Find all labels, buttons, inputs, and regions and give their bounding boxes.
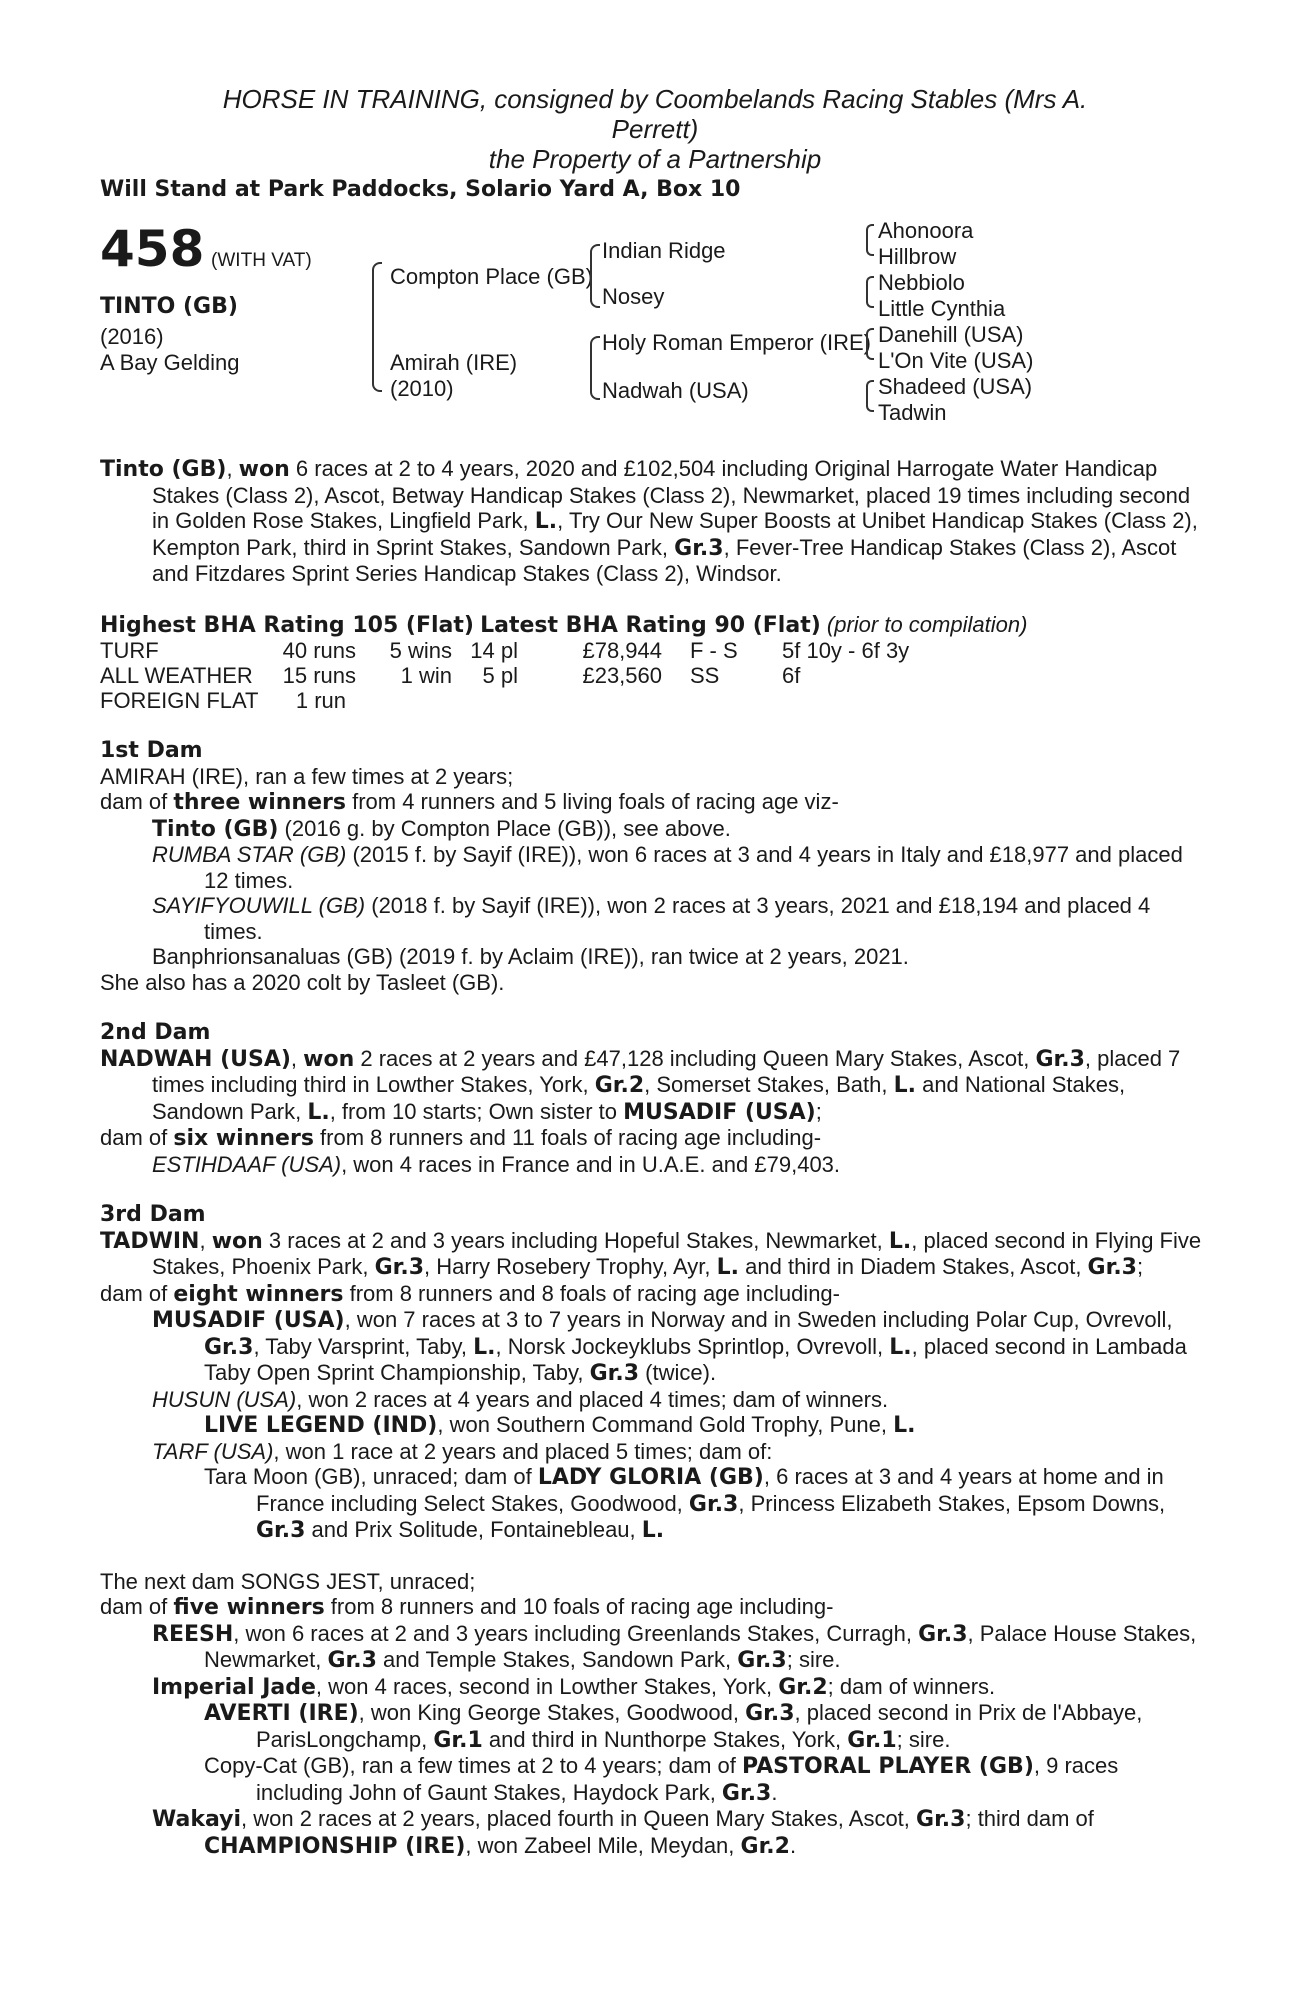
gp-7: Shadeed (USA) [878, 374, 1033, 399]
dam1-produce-line: dam of three winners from 4 runners and 5 living foals of racing age viz- [100, 789, 839, 815]
produce-item: RUMBA STAR (GB) (2015 f. by Sayif (IRE)), won 6 races at 3 and 4 years in Italy and £18,977 and placed 12 times. [152, 842, 1183, 893]
produce-item: TARF (USA), won 1 race at 2 years and placed 5 times; dam of: [152, 1438, 773, 1464]
table-row: ALL WEATHER 15 runs 1 win 5 pl £23,560 SS 6f [100, 663, 801, 688]
stand-location: Will Stand at Park Paddocks, Solario Yard A, Box 10 [100, 177, 741, 202]
next-dam-line: The next dam SONGS JEST, unraced; [100, 1568, 476, 1594]
header-line-3: the Property of a Partnership [488, 144, 822, 174]
lot-number-line [100, 220, 312, 278]
header-line-1: HORSE IN TRAINING, consigned by Coombelands Racing Stables (Mrs A. [222, 84, 1088, 114]
dam1-heading: 1st Dam [100, 738, 203, 763]
pedigree-block [100, 216, 1210, 456]
produce-item: Tara Moon (GB), unraced; dam of LADY GLORIA (GB), 6 races at 3 and 4 years at home and in France including Select Stakes, Goodwood, Gr.3, Princess Elizabeth Stakes, Epsom Downs, Gr.3 and Prix Solitude, Fontainebleau, L. [204, 1464, 1166, 1543]
next-dam-produce-line: dam of five winners from 8 runners and 10 foals of racing age including- [100, 1594, 834, 1620]
produce-item: Tinto (GB) (2016 g. by Compton Place (GB)), see above. [152, 815, 731, 842]
dam3-record: TADWIN, won 3 races at 2 and 3 years including Hopeful Stakes, Newmarket, L., placed second in Flying Five Stakes, Phoenix Park, Gr.3, Harry Rosebery Trophy, Ayr, L. and third in Diadem Stakes, Ascot, Gr.3; [100, 1227, 1202, 1280]
gp-2: Hillbrow [878, 244, 957, 269]
catalogue-body [100, 456, 1210, 1859]
brace-dam-parents [590, 336, 600, 400]
produce-item: Copy-Cat (GB), ran a few times at 2 to 4 years; dam of PASTORAL PLAYER (GB), 9 races including John of Gaunt Stakes, Haydock Park, Gr.3. [204, 1753, 1119, 1806]
brace-g2 [866, 276, 874, 308]
race-record-table [100, 638, 909, 713]
ratings-line: Highest BHA Rating 105 (Flat) Latest BHA Rating 90 (Flat) (prior to compilation) [100, 611, 1028, 638]
dam2-produce-line: dam of six winners from 8 runners and 11 foals of racing age including- [100, 1125, 822, 1151]
consignor-header [100, 84, 1210, 174]
dam2-record: NADWAH (USA), won 2 races at 2 years and £47,128 including Queen Mary Stakes, Ascot, Gr.3, placed 7 times including third in Lowther Stakes, York, Gr.2, Somerset Stakes, Bath, L. and National Stakes, Sandown Park, L., from 10 starts; Own sister to MUSADIF (USA); [100, 1045, 1181, 1125]
gp-5: Danehill (USA) [878, 322, 1024, 347]
gp-6: L'On Vite (USA) [878, 348, 1034, 373]
dam-year: (2010) [390, 376, 454, 401]
dam1-note: She also has a 2020 colt by Tasleet (GB). [100, 969, 505, 995]
dam2-heading: 2nd Dam [100, 1020, 211, 1045]
dam-sire: Holy Roman Emperor (IRE) [602, 330, 871, 355]
gp-8: Tadwin [878, 400, 947, 425]
horse-year: (2016) [100, 324, 164, 349]
produce-item: AVERTI (IRE), won King George Stakes, Goodwood, Gr.3, placed second in Prix de l'Abbaye, ParisLongchamp, Gr.1 and third in Nunthorpe Stakes, York, Gr.1; sire. [204, 1700, 1143, 1753]
dam3-produce-line: dam of eight winners from 8 runners and 8 foals of racing age including- [100, 1280, 840, 1307]
brace-g4 [866, 380, 874, 412]
brace-sire-dam [372, 262, 382, 392]
brace-g1 [866, 224, 874, 256]
gp-3: Nebbiolo [878, 270, 965, 295]
produce-item: ESTIHDAAF (USA), won 4 races in France and in U.A.E. and £79,403. [152, 1151, 841, 1177]
table-row: TURF 40 runs 5 wins 14 pl £78,944 F - S 5f 10y - 6f 3y [100, 638, 910, 663]
horse-description: A Bay Gelding [100, 350, 240, 375]
vat-note: (WITH VAT) [211, 250, 312, 271]
lot-number: 458 [100, 220, 205, 278]
produce-item: HUSUN (USA), won 2 races at 4 years and placed 4 times; dam of winners. [152, 1386, 889, 1412]
sire-sire: Indian Ridge [602, 238, 726, 263]
produce-item: LIVE LEGEND (IND), won Southern Command Gold Trophy, Pune, L. [204, 1412, 916, 1438]
dam3-heading: 3rd Dam [100, 1202, 206, 1227]
sire-dam: Nosey [602, 284, 665, 309]
brace-sire-parents [590, 244, 600, 308]
race-summary: Tinto (GB), won 6 races at 2 to 4 years, 2020 and £102,504 including Original Harrogate Water Handicap Stakes (Class 2), Ascot, Betway Handicap Stakes (Class 2), Newmarket, placed 19 times including second in Golden Rose Stakes, Lingfield Park, L., Try Our New Super Boosts at Unibet Handicap Stakes (Class 2), Kempton Park, third in Sprint Stakes, Sandown Park, Gr.3, Fever-Tree Handicap Stakes (Class 2), Ascot and Fitzdares Sprint Series Handicap Stakes (Class 2), Windsor. [100, 456, 1198, 586]
gp-1: Ahonoora [878, 218, 974, 243]
produce-item: Wakayi, won 2 races at 2 years, placed fourth in Queen Mary Stakes, Ascot, Gr.3; third dam of CHAMPIONSHIP (IRE), won Zabeel Mile, Meydan, Gr.2. [152, 1806, 1094, 1859]
produce-item: SAYIFYOUWILL (GB) (2018 f. by Sayif (IRE)), won 2 races at 3 years, 2021 and £18,194 and placed 4 times. [152, 893, 1151, 944]
produce-item: Banphrionsanaluas (GB) (2019 f. by Aclaim (IRE)), ran twice at 2 years, 2021. [152, 944, 909, 969]
dam: Amirah (IRE) [390, 350, 518, 375]
dam1-line: AMIRAH (IRE), ran a few times at 2 years; [100, 763, 514, 789]
gp-4: Little Cynthia [878, 296, 1006, 321]
produce-item: REESH, won 6 races at 2 and 3 years including Greenlands Stakes, Curragh, Gr.3, Palace House Stakes, Newmarket, Gr.3 and Temple Stakes, Sandown Park, Gr.3; sire. [152, 1620, 1197, 1673]
produce-item: MUSADIF (USA), won 7 races at 3 to 7 years in Norway and in Sweden including Polar Cup, Ovrevoll, Gr.3, Taby Varsprint, Taby, L., Norsk Jockeyklubs Sprintlop, Ovrevoll, L., placed second in Lambada Taby Open Sprint Championship, Taby, Gr.3 (twice). [152, 1307, 1187, 1386]
sire: Compton Place (GB) [390, 264, 593, 289]
catalogue-page [100, 84, 1210, 1859]
dam-dam: Nadwah (USA) [602, 378, 749, 403]
header-line-2: Perrett) [611, 114, 699, 144]
produce-item: Imperial Jade, won 4 races, second in Lowther Stakes, York, Gr.2; dam of winners. [152, 1673, 996, 1700]
brace-g3 [866, 328, 874, 360]
table-row: FOREIGN FLAT 1 run [100, 688, 346, 713]
horse-name: TINTO (GB) [100, 294, 238, 319]
